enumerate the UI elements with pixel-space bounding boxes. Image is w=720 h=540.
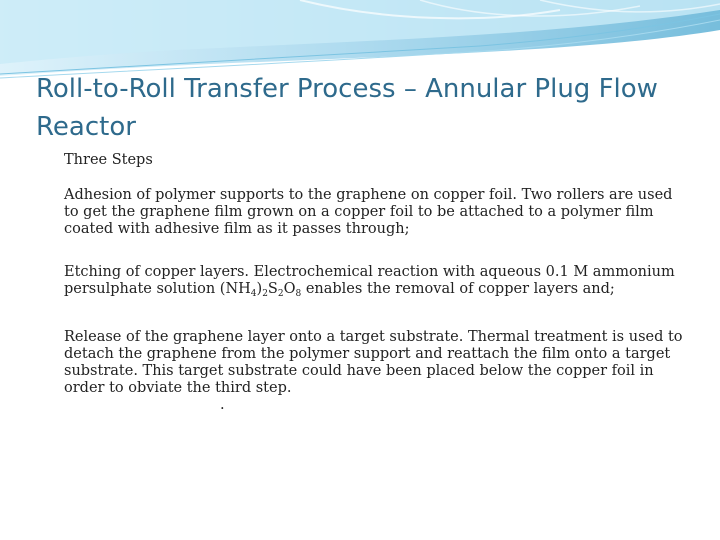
bullet-text: Etching of copper layers. Electrochemical reaction with aqueous 0.1 M ammonium persulphate solution $(NH_4)_2S_2O_8$ enables the removal of copper layers and; [64,264,675,299]
bullet-text: Adhesion of polymer supports to the graphene on copper foil. Two rollers are used to get the graphene film grown on a copper foil to be attached to a polymer film coated with adhesive film as it passes through; [64,187,673,237]
bullet-item [18,264,686,303]
bullet-item [18,329,686,397]
bullet-item [18,152,686,169]
bullet-text: . [220,397,225,413]
header-wave-decoration [0,0,720,80]
bullet-item [18,187,686,238]
slide-title: Roll-to-Roll Transfer Process – Annular Plug Flow Reactor [36,74,658,142]
bullet-text: Three Steps [64,152,153,168]
bullet-list [18,152,686,414]
bullet-text: Release of the graphene layer onto a target substrate. Thermal treatment is used to detach the graphene from the polymer support and reattach the film onto a target substrate. This target substrate could have been placed below the copper foil in order to obviate the third step. [64,329,683,396]
bullet-item [18,397,686,414]
